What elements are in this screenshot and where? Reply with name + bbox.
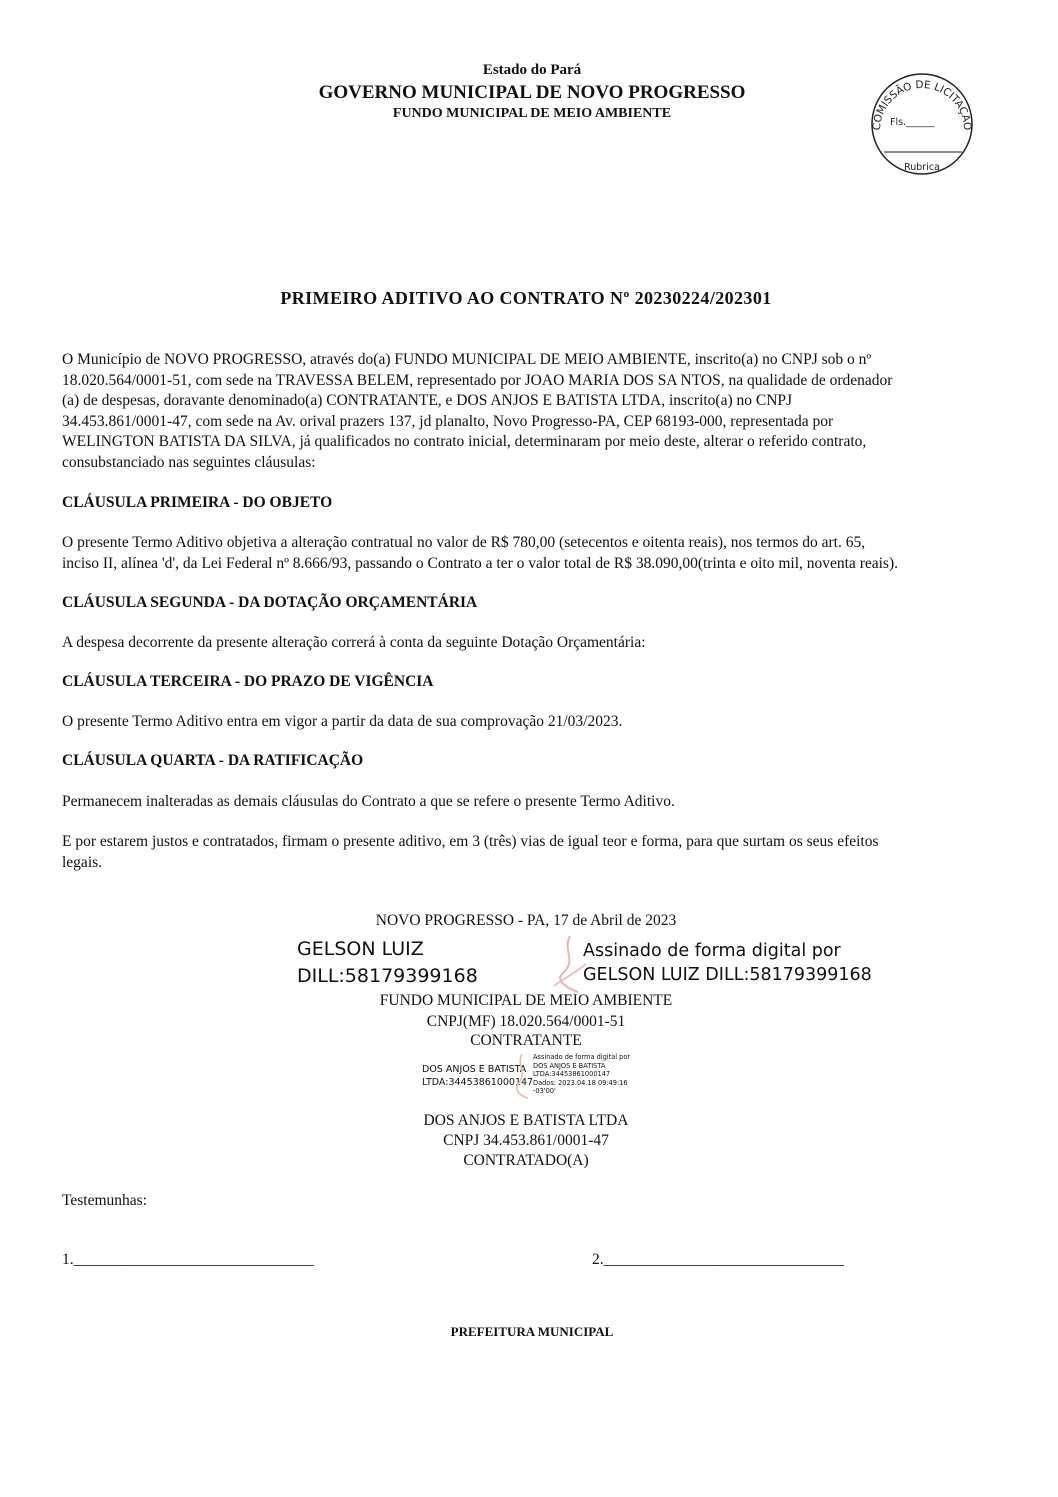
- witness-1-line: 1._______________________________: [62, 1251, 314, 1268]
- contratado-role: CONTRATADO(A): [463, 1152, 589, 1169]
- clause-line: inciso II, alínea 'd', da Lei Federal nº 8.666/93, passando o Contrato a ter o valor total de R$ 38.090,00(trinta e oito mil, noventa reais).: [62, 554, 898, 572]
- signature-1-name-line: DILL:58179399168: [297, 965, 478, 987]
- contratante-cnpj: CNPJ(MF) 18.020.564/0001-51: [426, 1013, 626, 1030]
- signature-2-digital-text: [533, 1053, 630, 1096]
- clause-2-heading: CLÁUSULA SEGUNDA - DA DOTAÇÃO ORÇAMENTÁRIA: [62, 594, 478, 611]
- signature-1-digital-text: [583, 939, 872, 987]
- footer: PREFEITURA MUNICIPAL: [450, 1324, 614, 1339]
- signature-2-digital-line: Assinado de forma digital por: [533, 1053, 631, 1061]
- signature-1-name: [297, 936, 478, 990]
- signature-2-name-line: LTDA:34453861000147: [422, 1077, 534, 1088]
- header-fund: FUNDO MUNICIPAL DE MEIO AMBIENTE: [392, 106, 672, 121]
- clause-3-text: O presente Termo Aditivo entra em vigor a partir da data de sua comprovação 21/03/2023.: [62, 713, 623, 730]
- contratante-role: CONTRATANTE: [470, 1032, 582, 1049]
- header-state: Estado do Pará: [482, 62, 582, 78]
- stamp-graphic: [866, 72, 978, 176]
- intro-line: O Município de NOVO PROGRESSO, através do(a) FUNDO MUNICIPAL DE MEIO AMBIENTE, inscrito(a) no CNPJ sob o nº: [62, 351, 872, 368]
- stamp-rubrica-label: Rubrica: [904, 162, 940, 173]
- intro-line: consubstanciado nas seguintes cláusulas:: [62, 453, 316, 471]
- signature-1-digital-line: GELSON LUIZ DILL:58179399168: [583, 965, 872, 985]
- contratado-name: DOS ANJOS E BATISTA LTDA: [423, 1112, 629, 1129]
- contratante-name: FUNDO MUNICIPAL DE MEIO AMBIENTE: [379, 992, 673, 1009]
- document-title: PRIMEIRO ADITIVO AO CONTRATO Nº 20230224/202301: [280, 288, 772, 308]
- signature-2-name-line: DOS ANJOS E BATISTA: [422, 1064, 527, 1075]
- clause-3-heading: CLÁUSULA TERCEIRA - DO PRAZO DE VIGÊNCIA: [62, 673, 434, 690]
- intro-line: (a) de despesas, doravante denominado(a) CONTRATANTE, e DOS ANJOS E BATISTA LTDA, inscrito(a) no CNPJ: [62, 392, 793, 409]
- closing-paragraph: [62, 832, 1017, 873]
- clause-1-heading: CLÁUSULA PRIMEIRA - DO OBJETO: [62, 494, 333, 511]
- closing-line: E por estarem justos e contratados, firmam o presente aditivo, em 3 (três) vias de igual teor e forma, para que surtam os seus efeitos: [62, 833, 879, 850]
- clause-4-text: Permanecem inalteradas as demais cláusulas do Contrato a que se refere o presente Termo Aditivo.: [62, 793, 675, 810]
- place-date: NOVO PROGRESSO - PA, 17 de Abril de 2023: [375, 912, 677, 929]
- witnesses-label: Testemunhas:: [62, 1192, 148, 1209]
- clause-line: O presente Termo Aditivo objetiva a alteração contratual no valor de R$ 780,00 (setecentos e oitenta reais), nos termos do art. 65,: [62, 534, 866, 551]
- signature-2-digital-line: LTDA:34453861000147: [533, 1070, 611, 1079]
- signature-2-digital-line: DOS ANJOS E BATISTA: [533, 1061, 606, 1070]
- intro-line: 18.020.564/0001-51, com sede na TRAVESSA BELEM, representado por JOAO MARIA DOS SA NTOS, na qualidade de ordenador: [62, 371, 893, 389]
- signature-2-digital-line: -03'00': [533, 1087, 556, 1096]
- closing-line: legais.: [62, 853, 103, 871]
- clause-2-text: A despesa decorrente da presente alteração correrá à conta da seguinte Dotação Orçamentária:: [62, 634, 646, 651]
- signature-1-digital-line: Assinado de forma digital por: [583, 941, 841, 961]
- intro-paragraph: [62, 350, 1017, 473]
- contratado-cnpj: CNPJ 34.453.861/0001-47: [443, 1132, 609, 1149]
- witness-2-line: 2._______________________________: [592, 1251, 844, 1268]
- stamp-arc-text: COMISSÃO DE LICITAÇÃO: [870, 78, 974, 131]
- header-government: GOVERNO MUNICIPAL DE NOVO PROGRESSO: [318, 82, 746, 103]
- stamp-fls-label: Fls.______: [890, 117, 935, 128]
- clause-4-heading: CLÁUSULA QUARTA - DA RATIFICAÇÃO: [62, 752, 364, 769]
- signature-2-mark-icon: [510, 1052, 534, 1100]
- bidding-commission-stamp: [866, 72, 978, 176]
- clause-1-text: [62, 533, 1017, 574]
- intro-line: 34.453.861/0001-47, com sede na Av. orival prazers 137, jd planalto, Novo Progresso-PA, CEP 68193-000, representada por: [62, 412, 834, 430]
- signature-2-digital-line: Dados: 2023.04.18 09:49:16: [533, 1078, 628, 1087]
- intro-line: WELINGTON BATISTA DA SILVA, já qualificados no contrato inicial, determinaram por meio deste, alterar o referido contrato,: [62, 433, 867, 450]
- signature-1-name-line: GELSON LUIZ: [297, 938, 424, 960]
